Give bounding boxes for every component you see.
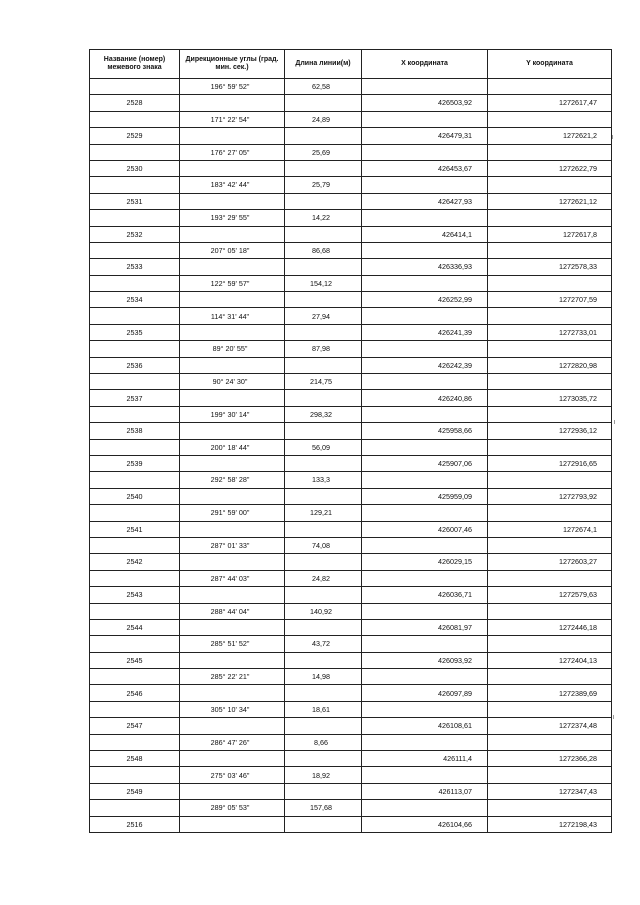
empty-cell <box>488 439 612 455</box>
empty-cell <box>362 439 488 455</box>
empty-cell <box>285 95 362 111</box>
empty-cell <box>90 374 180 390</box>
empty-cell <box>90 603 180 619</box>
length-cell: 62,58 <box>285 79 362 95</box>
angle-cell: 286° 47' 26" <box>180 734 285 750</box>
empty-cell <box>488 341 612 357</box>
angle-cell: 207° 05' 18" <box>180 242 285 258</box>
length-cell: 154,12 <box>285 275 362 291</box>
segment-row <box>90 472 612 488</box>
empty-cell <box>488 406 612 422</box>
angle-cell: 122° 59' 57" <box>180 275 285 291</box>
x-coordinate-cell: 426427,93 <box>362 193 488 209</box>
empty-cell <box>180 324 285 340</box>
segment-row <box>90 505 612 521</box>
empty-cell <box>362 537 488 553</box>
empty-cell <box>180 652 285 668</box>
segment-row <box>90 374 612 390</box>
empty-cell <box>362 374 488 390</box>
segment-row <box>90 242 612 258</box>
x-coordinate-cell: 426111,4 <box>362 751 488 767</box>
segment-row <box>90 537 612 553</box>
point-name-cell: 2530 <box>90 160 180 176</box>
empty-cell <box>362 275 488 291</box>
empty-cell <box>362 406 488 422</box>
empty-cell <box>180 95 285 111</box>
empty-cell <box>180 718 285 734</box>
point-row <box>90 390 612 406</box>
empty-cell <box>90 636 180 652</box>
point-name-cell: 2546 <box>90 685 180 701</box>
length-cell: 14,22 <box>285 210 362 226</box>
segment-row <box>90 308 612 324</box>
empty-cell <box>285 652 362 668</box>
point-name-cell: 2531 <box>90 193 180 209</box>
empty-cell <box>90 472 180 488</box>
y-coordinate-cell: 1272198,43 <box>488 816 612 832</box>
point-row <box>90 652 612 668</box>
angle-cell: 287° 44' 03" <box>180 570 285 586</box>
empty-cell <box>488 308 612 324</box>
x-coordinate-cell: 426336,93 <box>362 259 488 275</box>
angle-cell: 200° 18' 44" <box>180 439 285 455</box>
empty-cell <box>285 455 362 471</box>
empty-cell <box>90 210 180 226</box>
scan-mark <box>613 715 614 719</box>
empty-cell <box>362 800 488 816</box>
empty-cell <box>90 734 180 750</box>
point-name-cell: 2545 <box>90 652 180 668</box>
y-coordinate-cell: 1272916,65 <box>488 455 612 471</box>
angle-cell: 193° 29' 55" <box>180 210 285 226</box>
empty-cell <box>90 242 180 258</box>
empty-cell <box>180 292 285 308</box>
empty-cell <box>90 144 180 160</box>
empty-cell <box>488 177 612 193</box>
segment-row <box>90 603 612 619</box>
empty-cell <box>362 79 488 95</box>
empty-cell <box>180 128 285 144</box>
empty-cell <box>90 570 180 586</box>
x-coordinate-cell: 426503,92 <box>362 95 488 111</box>
angle-cell: 289° 05' 53" <box>180 800 285 816</box>
length-cell: 43,72 <box>285 636 362 652</box>
header-row <box>90 50 612 79</box>
empty-cell <box>362 734 488 750</box>
length-cell: 214,75 <box>285 374 362 390</box>
angle-cell: 287° 01' 33" <box>180 537 285 553</box>
length-cell: 25,79 <box>285 177 362 193</box>
empty-cell <box>488 275 612 291</box>
empty-cell <box>180 160 285 176</box>
segment-row <box>90 439 612 455</box>
angle-cell: 291° 59' 00" <box>180 505 285 521</box>
length-cell: 24,89 <box>285 111 362 127</box>
point-row <box>90 95 612 111</box>
empty-cell <box>488 472 612 488</box>
segment-row <box>90 701 612 717</box>
empty-cell <box>488 800 612 816</box>
angle-cell: 275° 03' 46" <box>180 767 285 783</box>
empty-cell <box>180 357 285 373</box>
empty-cell <box>285 751 362 767</box>
angle-cell: 176° 27' 05" <box>180 144 285 160</box>
empty-cell <box>362 570 488 586</box>
empty-cell <box>180 226 285 242</box>
y-coordinate-cell: 1272579,63 <box>488 587 612 603</box>
empty-cell <box>285 685 362 701</box>
empty-cell <box>90 669 180 685</box>
point-row <box>90 226 612 242</box>
scan-mark <box>612 135 613 139</box>
empty-cell <box>90 800 180 816</box>
x-coordinate-cell: 426007,46 <box>362 521 488 537</box>
segment-row <box>90 636 612 652</box>
empty-cell <box>488 669 612 685</box>
empty-cell <box>285 324 362 340</box>
segment-row <box>90 144 612 160</box>
empty-cell <box>180 488 285 504</box>
empty-cell <box>362 505 488 521</box>
length-cell: 133,3 <box>285 472 362 488</box>
point-row <box>90 357 612 373</box>
segment-row <box>90 111 612 127</box>
empty-cell <box>180 390 285 406</box>
angle-cell: 114° 31' 44" <box>180 308 285 324</box>
point-name-cell: 2549 <box>90 783 180 799</box>
length-cell: 24,82 <box>285 570 362 586</box>
header-angle: Дирекционные углы (град. мин. сек.) <box>180 50 285 79</box>
y-coordinate-cell: 1272578,33 <box>488 259 612 275</box>
angle-cell: 171° 22' 54" <box>180 111 285 127</box>
empty-cell <box>90 177 180 193</box>
empty-cell <box>285 259 362 275</box>
angle-cell: 305° 10' 34" <box>180 701 285 717</box>
point-name-cell: 2535 <box>90 324 180 340</box>
point-row <box>90 259 612 275</box>
empty-cell <box>180 587 285 603</box>
point-row <box>90 423 612 439</box>
empty-cell <box>90 308 180 324</box>
empty-cell <box>488 144 612 160</box>
empty-cell <box>285 193 362 209</box>
x-coordinate-cell: 426453,67 <box>362 160 488 176</box>
x-coordinate-cell: 426241,39 <box>362 324 488 340</box>
boundary-coordinates-table <box>89 49 612 833</box>
empty-cell <box>362 111 488 127</box>
empty-cell <box>180 423 285 439</box>
segment-row <box>90 734 612 750</box>
length-cell: 157,68 <box>285 800 362 816</box>
empty-cell <box>362 669 488 685</box>
point-row <box>90 751 612 767</box>
x-coordinate-cell: 426104,66 <box>362 816 488 832</box>
point-row <box>90 587 612 603</box>
segment-row <box>90 669 612 685</box>
empty-cell <box>362 701 488 717</box>
x-coordinate-cell: 426093,92 <box>362 652 488 668</box>
empty-cell <box>180 554 285 570</box>
header-name: Название (номер) межевого знака <box>90 50 180 79</box>
empty-cell <box>362 636 488 652</box>
empty-cell <box>362 144 488 160</box>
y-coordinate-cell: 1272389,69 <box>488 685 612 701</box>
segment-row <box>90 275 612 291</box>
empty-cell <box>362 603 488 619</box>
point-row <box>90 160 612 176</box>
segment-row <box>90 79 612 95</box>
segment-row <box>90 177 612 193</box>
header-length: Длина линии(м) <box>285 50 362 79</box>
length-cell: 8,66 <box>285 734 362 750</box>
empty-cell <box>362 341 488 357</box>
angle-cell: 199° 30' 14" <box>180 406 285 422</box>
empty-cell <box>180 259 285 275</box>
length-cell: 87,98 <box>285 341 362 357</box>
empty-cell <box>90 439 180 455</box>
empty-cell <box>488 537 612 553</box>
point-name-cell: 2516 <box>90 816 180 832</box>
point-name-cell: 2542 <box>90 554 180 570</box>
x-coordinate-cell: 426242,39 <box>362 357 488 373</box>
point-row <box>90 521 612 537</box>
point-name-cell: 2534 <box>90 292 180 308</box>
empty-cell <box>285 587 362 603</box>
length-cell: 18,61 <box>285 701 362 717</box>
y-coordinate-cell: 1272621,2 <box>488 128 612 144</box>
y-coordinate-cell: 1272674,1 <box>488 521 612 537</box>
empty-cell <box>488 701 612 717</box>
point-name-cell: 2538 <box>90 423 180 439</box>
angle-cell: 196° 59' 52" <box>180 79 285 95</box>
x-coordinate-cell: 426240,86 <box>362 390 488 406</box>
empty-cell <box>285 619 362 635</box>
y-coordinate-cell: 1272793,92 <box>488 488 612 504</box>
y-coordinate-cell: 1272820,98 <box>488 357 612 373</box>
empty-cell <box>285 160 362 176</box>
point-row <box>90 718 612 734</box>
empty-cell <box>285 718 362 734</box>
x-coordinate-cell: 426029,15 <box>362 554 488 570</box>
point-row <box>90 619 612 635</box>
point-row <box>90 783 612 799</box>
empty-cell <box>285 554 362 570</box>
y-coordinate-cell: 1272707,59 <box>488 292 612 308</box>
angle-cell: 292° 58' 28" <box>180 472 285 488</box>
point-row <box>90 554 612 570</box>
empty-cell <box>90 79 180 95</box>
length-cell: 298,32 <box>285 406 362 422</box>
point-row <box>90 292 612 308</box>
empty-cell <box>180 816 285 832</box>
empty-cell <box>488 505 612 521</box>
segment-row <box>90 210 612 226</box>
empty-cell <box>488 767 612 783</box>
point-row <box>90 128 612 144</box>
empty-cell <box>285 423 362 439</box>
point-row <box>90 324 612 340</box>
segment-row <box>90 767 612 783</box>
y-coordinate-cell: 1272622,79 <box>488 160 612 176</box>
y-coordinate-cell: 1272347,43 <box>488 783 612 799</box>
empty-cell <box>180 751 285 767</box>
empty-cell <box>488 570 612 586</box>
empty-cell <box>180 193 285 209</box>
length-cell: 74,08 <box>285 537 362 553</box>
y-coordinate-cell: 1272733,01 <box>488 324 612 340</box>
segment-row <box>90 800 612 816</box>
point-row <box>90 455 612 471</box>
length-cell: 25,69 <box>285 144 362 160</box>
point-name-cell: 2541 <box>90 521 180 537</box>
length-cell: 18,92 <box>285 767 362 783</box>
y-coordinate-cell: 1272374,48 <box>488 718 612 734</box>
empty-cell <box>488 111 612 127</box>
angle-cell: 285° 51' 52" <box>180 636 285 652</box>
length-cell: 56,09 <box>285 439 362 455</box>
empty-cell <box>285 226 362 242</box>
empty-cell <box>180 455 285 471</box>
angle-cell: 285° 22' 21" <box>180 669 285 685</box>
empty-cell <box>90 537 180 553</box>
point-name-cell: 2544 <box>90 619 180 635</box>
empty-cell <box>488 242 612 258</box>
point-name-cell: 2529 <box>90 128 180 144</box>
empty-cell <box>488 374 612 390</box>
scan-mark <box>614 420 615 424</box>
y-coordinate-cell: 1272404,13 <box>488 652 612 668</box>
empty-cell <box>488 636 612 652</box>
point-name-cell: 2532 <box>90 226 180 242</box>
length-cell: 27,94 <box>285 308 362 324</box>
x-coordinate-cell: 425959,09 <box>362 488 488 504</box>
angle-cell: 90° 24' 30" <box>180 374 285 390</box>
x-coordinate-cell: 426081,97 <box>362 619 488 635</box>
length-cell: 129,21 <box>285 505 362 521</box>
empty-cell <box>488 734 612 750</box>
point-row <box>90 685 612 701</box>
point-name-cell: 2540 <box>90 488 180 504</box>
x-coordinate-cell: 426113,07 <box>362 783 488 799</box>
x-coordinate-cell: 426414,1 <box>362 226 488 242</box>
empty-cell <box>285 292 362 308</box>
empty-cell <box>90 275 180 291</box>
empty-cell <box>90 111 180 127</box>
empty-cell <box>488 603 612 619</box>
table-body <box>90 79 612 833</box>
x-coordinate-cell: 425907,06 <box>362 455 488 471</box>
empty-cell <box>285 816 362 832</box>
header-x: X координата <box>362 50 488 79</box>
angle-cell: 89° 20' 55" <box>180 341 285 357</box>
empty-cell <box>362 210 488 226</box>
point-name-cell: 2537 <box>90 390 180 406</box>
empty-cell <box>362 767 488 783</box>
empty-cell <box>90 341 180 357</box>
y-coordinate-cell: 1272603,27 <box>488 554 612 570</box>
segment-row <box>90 570 612 586</box>
empty-cell <box>362 472 488 488</box>
header-y: Y координата <box>488 50 612 79</box>
point-name-cell: 2547 <box>90 718 180 734</box>
point-name-cell: 2548 <box>90 751 180 767</box>
y-coordinate-cell: 1272621,12 <box>488 193 612 209</box>
y-coordinate-cell: 1272617,8 <box>488 226 612 242</box>
empty-cell <box>285 488 362 504</box>
empty-cell <box>180 685 285 701</box>
empty-cell <box>180 619 285 635</box>
point-name-cell: 2543 <box>90 587 180 603</box>
empty-cell <box>180 783 285 799</box>
x-coordinate-cell: 426252,99 <box>362 292 488 308</box>
empty-cell <box>90 767 180 783</box>
empty-cell <box>90 406 180 422</box>
x-coordinate-cell: 426108,61 <box>362 718 488 734</box>
angle-cell: 183° 42' 44" <box>180 177 285 193</box>
empty-cell <box>362 242 488 258</box>
x-coordinate-cell: 425958,66 <box>362 423 488 439</box>
y-coordinate-cell: 1272936,12 <box>488 423 612 439</box>
empty-cell <box>90 701 180 717</box>
empty-cell <box>180 521 285 537</box>
empty-cell <box>285 521 362 537</box>
empty-cell <box>488 79 612 95</box>
x-coordinate-cell: 426097,89 <box>362 685 488 701</box>
length-cell: 140,92 <box>285 603 362 619</box>
empty-cell <box>362 308 488 324</box>
x-coordinate-cell: 426036,71 <box>362 587 488 603</box>
length-cell: 14,98 <box>285 669 362 685</box>
point-name-cell: 2539 <box>90 455 180 471</box>
y-coordinate-cell: 1272446,18 <box>488 619 612 635</box>
segment-row <box>90 406 612 422</box>
point-row <box>90 193 612 209</box>
segment-row <box>90 341 612 357</box>
empty-cell <box>285 783 362 799</box>
empty-cell <box>285 357 362 373</box>
empty-cell <box>285 390 362 406</box>
empty-cell <box>488 210 612 226</box>
angle-cell: 288° 44' 04" <box>180 603 285 619</box>
y-coordinate-cell: 1272617,47 <box>488 95 612 111</box>
empty-cell <box>362 177 488 193</box>
point-row <box>90 816 612 832</box>
empty-cell <box>90 505 180 521</box>
point-name-cell: 2533 <box>90 259 180 275</box>
point-row <box>90 488 612 504</box>
empty-cell <box>285 128 362 144</box>
y-coordinate-cell: 1272366,28 <box>488 751 612 767</box>
point-name-cell: 2536 <box>90 357 180 373</box>
length-cell: 86,68 <box>285 242 362 258</box>
x-coordinate-cell: 426479,31 <box>362 128 488 144</box>
point-name-cell: 2528 <box>90 95 180 111</box>
y-coordinate-cell: 1273035,72 <box>488 390 612 406</box>
